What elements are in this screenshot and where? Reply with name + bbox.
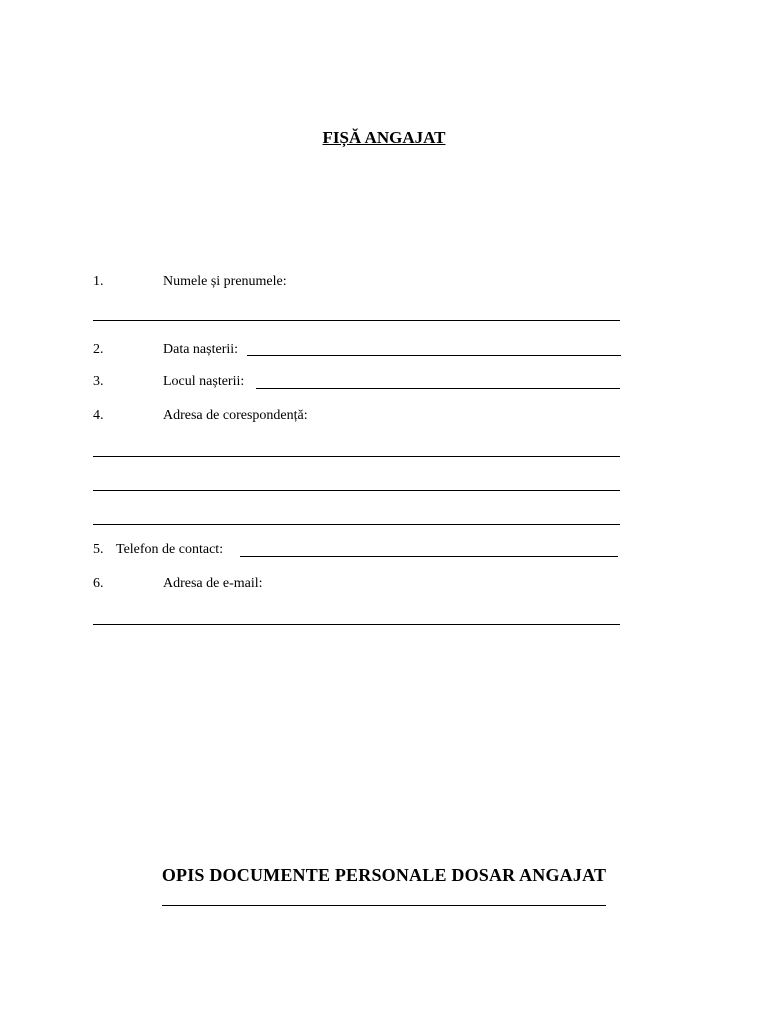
field-number-3: 3.: [93, 374, 104, 389]
address-fill-line-2[interactable]: [93, 490, 620, 491]
field-label-name: Numele și prenumele:: [163, 274, 287, 289]
birth-date-fill-line[interactable]: [247, 355, 621, 356]
field-number-5: 5.: [93, 542, 104, 557]
section-title: OPIS DOCUMENTE PERSONALE DOSAR ANGAJAT: [161, 865, 607, 885]
field-label-birth-date: Data nașterii:: [163, 342, 239, 357]
phone-fill-line[interactable]: [240, 556, 618, 557]
address-fill-line-3[interactable]: [93, 524, 620, 525]
field-label-email: Adresa de e-mail:: [163, 576, 263, 591]
section-fill-line[interactable]: [162, 905, 606, 906]
field-number-4: 4.: [93, 408, 104, 423]
field-label-address: Adresa de corespondență:: [163, 408, 308, 423]
field-number-2: 2.: [93, 342, 104, 357]
address-fill-line-1[interactable]: [93, 456, 620, 457]
field-number-1: 1.: [93, 274, 104, 289]
field-label-phone: Telefon de contact:: [116, 542, 224, 557]
page-title: FIȘĂ ANGAJAT: [322, 128, 446, 147]
email-fill-line[interactable]: [93, 624, 620, 625]
birth-place-fill-line[interactable]: [256, 388, 620, 389]
name-fill-line[interactable]: [93, 320, 620, 321]
field-number-6: 6.: [93, 576, 104, 591]
field-label-birth-place: Locul nașterii:: [163, 374, 245, 389]
